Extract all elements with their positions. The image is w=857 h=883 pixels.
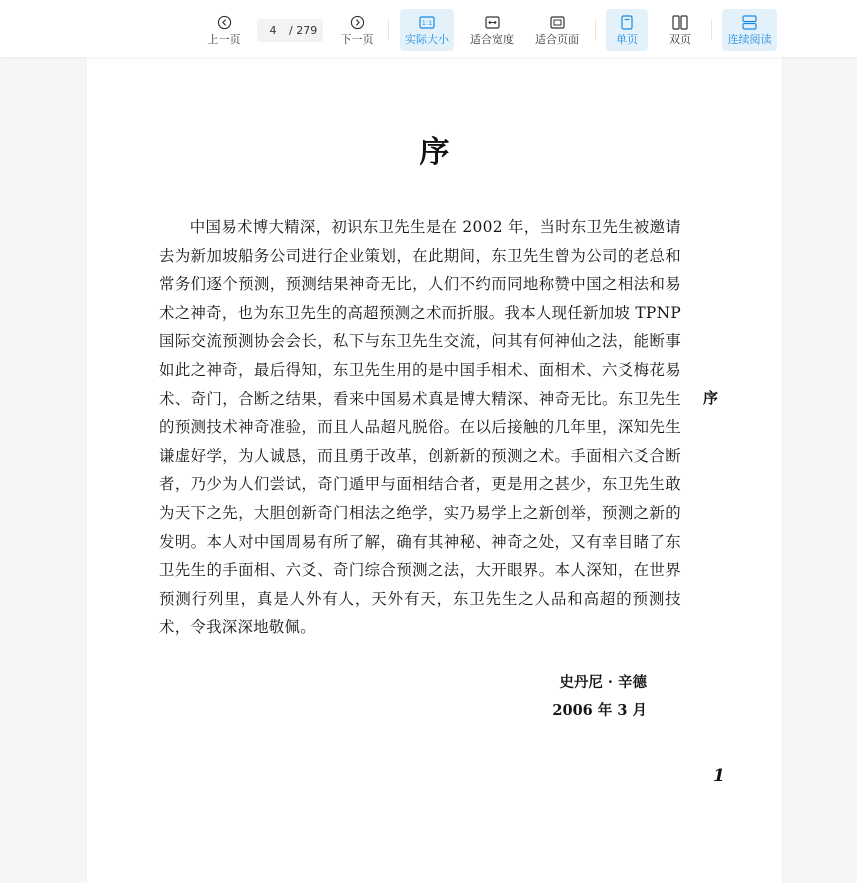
double-page-icon xyxy=(672,14,688,31)
actual-size-label: 实际大小 xyxy=(405,33,449,46)
page-indicator xyxy=(257,19,323,42)
continuous-reading-label: 连续阅读 xyxy=(727,33,772,46)
prev-page-label: 上一页 xyxy=(207,33,241,46)
fit-page-label: 适合页面 xyxy=(535,33,579,46)
fit-page-button[interactable] xyxy=(531,9,583,51)
single-page-icon xyxy=(621,14,633,31)
preface-body-text: 中国易术博大精深，初识东卫先生是在 2002 年，当时东卫先生被邀请去为新加坡船务公司进行企业策划，在此期间，东卫先生曾为公司的老总和常务们逐个预测，预测结果神奇无比，人们不约而同地称赞中国之相法和易术之神奇，也为东卫先生的高超预测之术而折服。我本人现任新加坡 TPNP 国际交流预测协会会长，私下与东卫先生交流，问其有何神仙之法，能断事如此之神奇，最后得知，东卫先生用的是中国手相术、面相术、六爻梅花易术、奇门，合断之结果，看来中国易术真是博大精深、神奇无比。东卫先生的预测技术神奇准验，而且人品超凡脱俗。在以后接触的几年里，深知先生谦虚好学，为人诚恳，而且勇于改革，创新新的预测之术。手面相六爻合断者，乃少为人们尝试，奇门遁甲与面相结合者，更是用之甚少，东卫先生敢为天下之先，大胆创新奇门相法之绝学，实乃易学上之新创举，预测之新的发明。本人对中国周易有所了解，确有其神秘、神奇之处，又有幸目睹了东卫先生的手面相、六爻、奇门综合预测之法，大开眼界。本人深知，在世界预测行列里，真是人外有人，天外有天，东卫先生之人品和高超的预测技术，令我深深地敬佩。 xyxy=(159,218,681,637)
chevron-left-circle-icon xyxy=(217,14,232,31)
chapter-side-mark: 序 xyxy=(703,389,719,407)
actual-size-button[interactable] xyxy=(400,9,454,51)
total-pages: / 279 xyxy=(289,24,318,37)
signature-date: 2006 年 3 月 xyxy=(552,702,647,719)
page-number: 1 xyxy=(713,766,725,786)
single-page-label: 单页 xyxy=(616,33,638,46)
continuous-scroll-icon xyxy=(742,14,757,31)
single-page-button[interactable] xyxy=(606,9,648,51)
next-page-label: 下一页 xyxy=(340,33,374,46)
signature-name: 史丹尼 · 辛德 xyxy=(559,674,647,691)
svg-text:1:1: 1:1 xyxy=(421,19,433,28)
prev-page-button[interactable] xyxy=(204,9,244,51)
continuous-reading-button[interactable] xyxy=(722,9,777,51)
fit-width-button[interactable] xyxy=(466,9,518,51)
document-page xyxy=(87,57,782,883)
fit-page-icon xyxy=(550,14,565,31)
next-page-button[interactable] xyxy=(337,9,377,51)
toolbar-divider xyxy=(595,20,596,40)
toolbar-divider xyxy=(711,20,712,40)
fit-width-icon xyxy=(485,14,500,31)
current-page-input[interactable] xyxy=(257,24,289,37)
reader-toolbar xyxy=(0,0,857,57)
chevron-right-circle-icon xyxy=(350,14,365,31)
fit-width-label: 适合宽度 xyxy=(470,33,514,46)
double-page-button[interactable] xyxy=(659,9,701,51)
double-page-label: 双页 xyxy=(669,33,691,46)
signature-block xyxy=(552,669,647,725)
page-title: 序 xyxy=(419,135,450,170)
actual-size-icon xyxy=(419,14,435,31)
toolbar-divider xyxy=(388,20,389,40)
